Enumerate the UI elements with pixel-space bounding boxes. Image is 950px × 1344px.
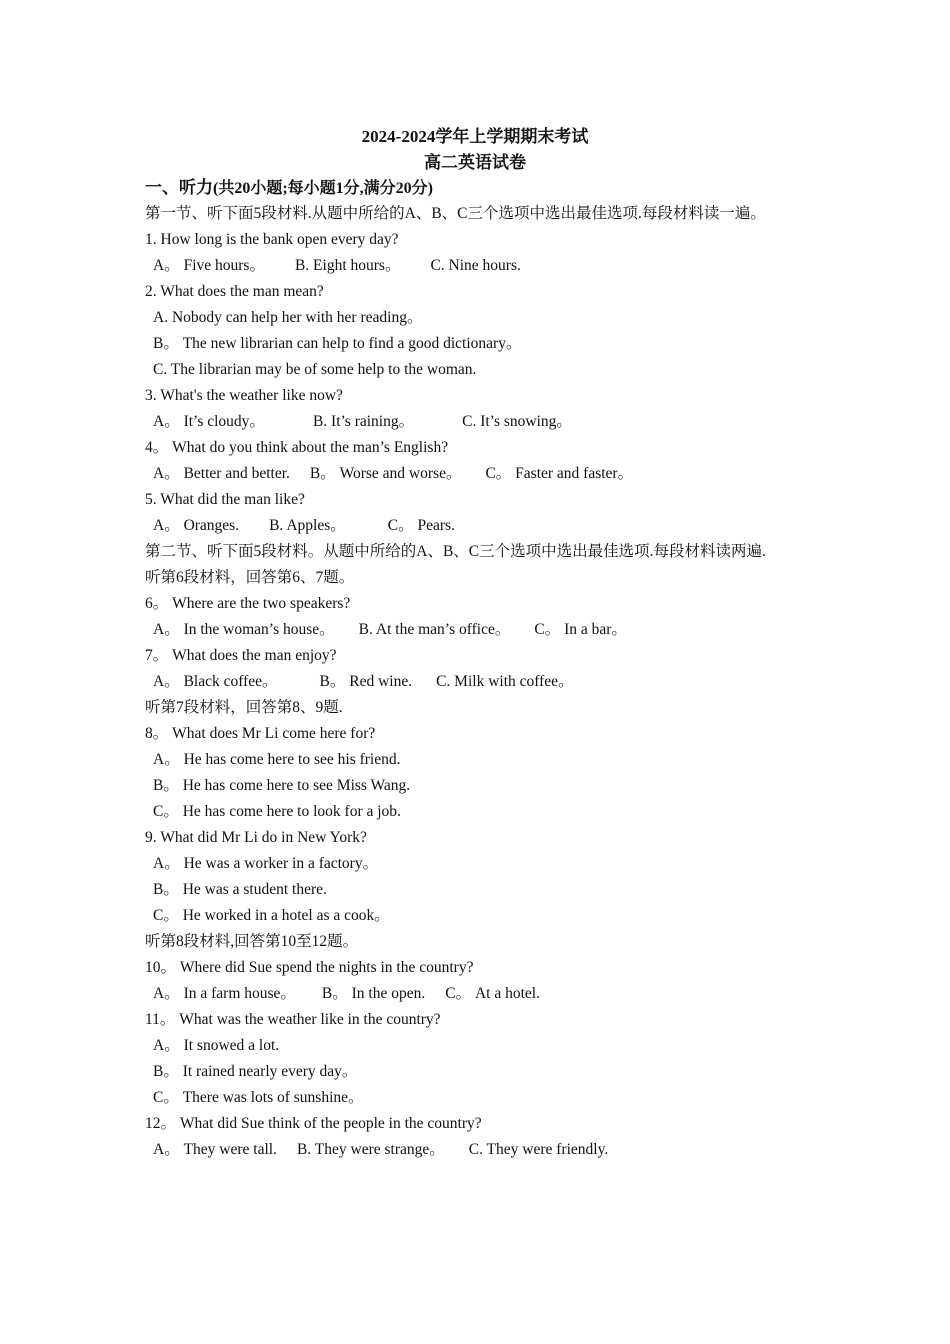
option-c: C。 He worked in a hotel as a cook。 [153, 907, 390, 924]
question-6: 6。 Where are the two speakers? [145, 595, 351, 612]
material-8-note: 听第8段材料,回答第10至12题。 [145, 933, 359, 950]
option-c: C。 In a bar。 [534, 621, 627, 638]
option-b: B. At the man’s office。 [358, 621, 511, 638]
exam-subtitle: 高二英语试卷 [424, 153, 526, 172]
question-4: 4。 What do you think about the man’s English? [145, 439, 449, 456]
option-b: B。 Red wine. [319, 673, 413, 690]
section2-instruction: 第二节、听下面5段材料。从题中所给的A、B、C三个选项中选出最佳选项.每段材料读两遍. [145, 543, 766, 560]
option-c: C. Nine hours. [430, 257, 521, 274]
option-c: C. Milk with coffee。 [436, 673, 574, 690]
question-4-options [145, 461, 810, 487]
part1-heading-main: 一、听力 [145, 178, 213, 197]
exam-content [145, 175, 810, 1163]
option-b: B. It’s raining。 [312, 413, 415, 430]
option-c: C. It’s snowing。 [462, 413, 572, 430]
question-3: 3. What's the weather like now? [145, 387, 343, 404]
question-5: 5. What did the man like? [145, 491, 305, 508]
option-b: B. They were strange。 [296, 1141, 445, 1158]
material-7-note: 听第7段材料，回答第8、9题. [145, 699, 343, 716]
option-a: A。 Five hours。 [153, 257, 265, 274]
question-3-options [145, 409, 810, 435]
option-b: B。 He has come here to see Miss Wang. [153, 777, 411, 794]
section1-instruction: 第一节、听下面5段材料.从题中所给的A、B、C三个选项中选出最佳选项.每段材料读一遍。 [145, 205, 766, 222]
option-b: B。 He was a student there. [153, 881, 327, 898]
option-a: A。 He has come here to see his friend. [153, 751, 401, 768]
question-7: 7。 What does the man enjoy? [145, 647, 337, 664]
option-c: C。 There was lots of sunshine。 [153, 1089, 364, 1106]
option-b: B。 Worse and worse。 [309, 465, 462, 482]
option-c: C。 Pears. [387, 517, 455, 534]
question-12: 12。 What did Sue think of the people in the country? [145, 1115, 482, 1132]
option-a: A。 In the woman’s house。 [153, 621, 335, 638]
option-c: C. They were friendly. [468, 1141, 609, 1158]
option-a: A。 It snowed a lot. [153, 1037, 280, 1054]
question-10-options [145, 981, 810, 1007]
option-b: B。 The new librarian can help to find a good dictionary。 [153, 335, 522, 352]
material-6-note: 听第6段材料，回答第6、7题。 [145, 569, 355, 586]
option-c: C. The librarian may be of some help to the woman. [153, 361, 477, 378]
question-7-options [145, 669, 810, 695]
option-a: A。 In a farm house。 [153, 985, 296, 1002]
option-a: A。 Oranges. [153, 517, 240, 534]
option-c: C。 He has come here to look for a job. [153, 803, 401, 820]
option-a: A。 He was a worker in a factory。 [153, 855, 379, 872]
question-2: 2. What does the man mean? [145, 283, 324, 300]
exam-title: 2024-2024学年上学期期末考试 [361, 127, 589, 146]
option-a: A. Nobody can help her with her reading。 [153, 309, 423, 326]
option-b: B. Eight hours。 [294, 257, 401, 274]
question-1-options [145, 253, 810, 279]
question-12-options [145, 1137, 810, 1163]
question-6-options [145, 617, 810, 643]
option-b: B. Apples。 [269, 517, 346, 534]
option-a: A。 Black coffee。 [153, 673, 278, 690]
question-9: 9. What did Mr Li do in New York? [145, 829, 367, 846]
option-c: C。 Faster and faster。 [485, 465, 634, 482]
option-a: A。 Better and better. [153, 465, 290, 482]
question-8: 8。 What does Mr Li come here for? [145, 725, 376, 742]
question-10: 10。 Where did Sue spend the nights in the country? [145, 959, 474, 976]
option-c: C。 At a hotel. [445, 985, 540, 1002]
question-1: 1. How long is the bank open every day? [145, 231, 399, 248]
question-11: 11。 What was the weather like in the country? [145, 1011, 441, 1028]
option-a: A。 It’s cloudy。 [153, 413, 265, 430]
part1-heading [145, 175, 810, 201]
question-5-options [145, 513, 810, 539]
option-b: B。 It rained nearly every day。 [153, 1063, 358, 1080]
option-a: A。 They were tall. [153, 1141, 277, 1158]
option-b: B。 In the open. [321, 985, 426, 1002]
part1-heading-note: (共20小题;每小题1分,满分20分) [213, 180, 433, 197]
